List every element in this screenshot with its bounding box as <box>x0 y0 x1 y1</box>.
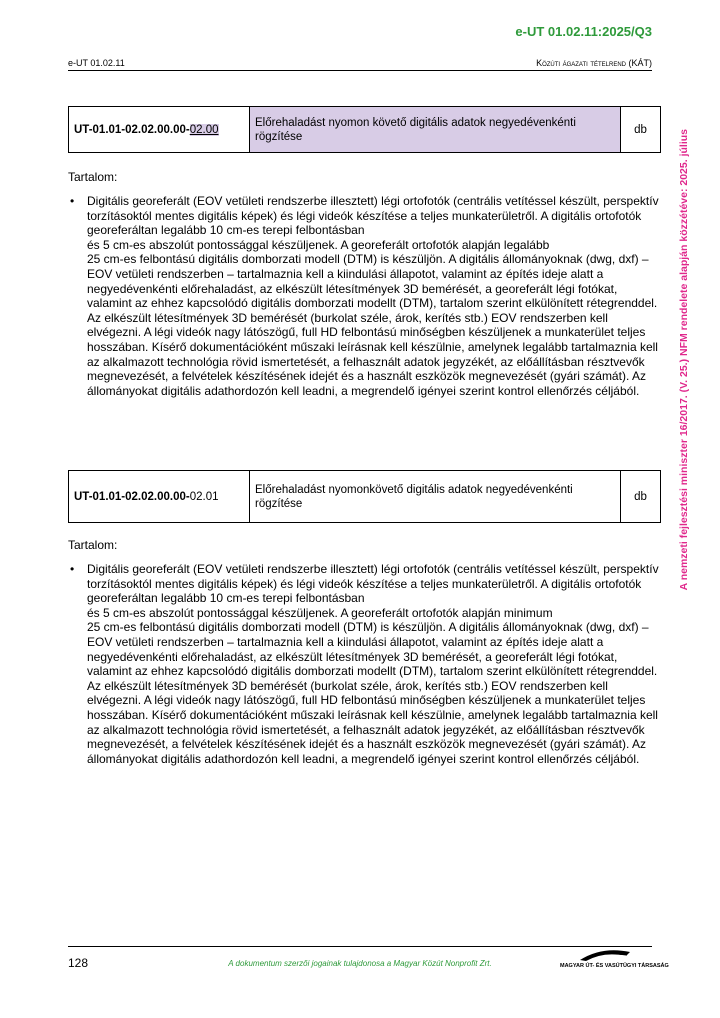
company-logo <box>560 946 669 976</box>
content-paragraph: 25 cm-es felbontású digitális domborzati modell (DTM) is készüljön. A digitális állományoknak (dwg, dxf) – EOV vetületi rendszerben – tartalmaznia kell a kiindulási állapotot, valamint az építés ideje alatt a negyedévenkénti előrehaladást, az elkészült létesítmények 3D bemérését, a georeferált légi fotókat, valamint az ehhez kapcsolódó digitális domborzati modellt (DTM), tartalom szerint elkülönített rétegrenddel. Az elkészült létesítmények 3D bemérését (burkolat széle, árok, kerítés stb.) EOV rendszerben kell elvégezni. A légi videók nagy látószögű, full HD felbontású minőségben készüljenek a munkaterület teljes hosszában. Kísérő dokumentációként műszaki leírásnak kell készülnie, amelynek legalább tartalmaznia kell az alkalmazott technológia rövid ismertetését, a felhasznált adatok jegyzékét, az előállításban résztvevők megnevezését, a felvételek készítésének idejét és a használt eszközök megnevezését (gyári számát). Az állományokat digitális adathordozón kell leadni, a megrendelő igényei szerint kontrol ellenőrzés céljából. <box>87 620 658 766</box>
header-left: e-UT 01.02.11 <box>68 58 125 68</box>
document-code: e-UT 01.02.11:2025/Q3 <box>515 24 652 39</box>
item-code-main: UT-01.01-02.02.00.00- <box>74 490 190 503</box>
content-bullet-2 <box>68 562 660 766</box>
copyright-notice: A dokumentum szerzői jogainak tulajdonosa a Magyar Közút Nonprofit Zrt. <box>228 959 492 968</box>
logo-text: MAGYAR ÚT- ÉS VASÚTÜGYI TÁRSASÁG <box>560 963 669 969</box>
item-code-suffix: 02.01 <box>189 490 219 503</box>
header-rule <box>68 70 652 71</box>
item-code <box>69 107 250 153</box>
bullet-icon: • <box>70 562 75 576</box>
item-unit: db <box>621 107 661 153</box>
content-label: Tartalom: <box>68 170 118 184</box>
item-table-1 <box>68 106 661 153</box>
content-paragraph: Digitális georeferált (EOV vetületi rendszerbe illesztett) légi ortofotók (centrális vetítéssel készült, perspektív torzításoktól mentes digitális képek) és légi videók készítése a teljes munkaterületről. A digitális ortofotók georeferáltan legalább 10 cm-es terepi felbontásban <box>87 562 659 606</box>
road-logo-icon <box>560 946 656 964</box>
content-paragraph: és 5 cm-es abszolút pontossággal készüljenek. A georeferált ortofotók alapján minimum <box>87 605 553 620</box>
content-paragraph: és 5 cm-es abszolút pontossággal készüljenek. A georeferált ortofotók alapján legalább <box>87 237 550 252</box>
side-note <box>670 90 698 630</box>
item-code-main: UT-01.01-02.02.00.00- <box>74 123 190 136</box>
item-description: Előrehaladást nyomonkövető digitális adatok negyedévenkénti rögzítése <box>250 471 621 523</box>
item-code-suffix: 02.00 <box>189 123 219 136</box>
side-note-text: A nemzeti fejlesztési miniszter 16/2017. (V. 25.) NFM rendelete alapján közzétéve: 2025. július <box>678 129 690 591</box>
item-table-2 <box>68 470 661 523</box>
item-description: Előrehaladást nyomon követő digitális adatok negyedévenkénti rögzítése <box>250 107 621 153</box>
header-right: Közúti ágazati tételrend (KÁT) <box>536 58 652 68</box>
page-number: 128 <box>68 956 89 970</box>
item-code <box>69 471 250 523</box>
content-paragraph: Digitális georeferált (EOV vetületi rendszerbe illesztett) légi ortofotók (centrális vetítéssel készült, perspektív torzításoktól mentes digitális képek) és légi videók készítése a teljes munkaterületről. A digitális ortofotók georeferáltan legalább 10 cm-es terepi felbontásban <box>87 194 659 238</box>
content-label: Tartalom: <box>68 538 118 552</box>
content-bullet-1 <box>68 194 660 398</box>
bullet-icon: • <box>70 194 75 208</box>
item-unit: db <box>621 471 661 523</box>
content-paragraph: 25 cm-es felbontású digitális domborzati modell (DTM) is készüljön. A digitális állományoknak (dwg, dxf) – EOV vetületi rendszerben – tartalmaznia kell a kiindulási állapotot, valamint az építés ideje alatt a negyedévenkénti előrehaladást, az elkészült létesítmények 3D bemérését, a georeferált légi fotókat, valamint az ehhez kapcsolódó digitális domborzati modellt (DTM), tartalom szerint elkülönített rétegrenddel. Az elkészült létesítmények 3D bemérését (burkolat széle, árok, kerítés stb.) EOV rendszerben kell elvégezni. A légi videók nagy látószögű, full HD felbontású minőségben készüljenek a munkaterület teljes hosszában. Kísérő dokumentációként műszaki leírásnak kell készülnie, amelynek legalább tartalmaznia kell az alkalmazott technológia rövid ismertetését, a felhasznált adatok jegyzékét, az előállításban résztvevők megnevezését, a felvételek készítésének idejét és a használt eszközök megnevezését (gyári számát). Az állományokat digitális adathordozón kell leadni, a megrendelő igényei szerint kontrol ellenőrzés céljából. <box>87 252 658 398</box>
